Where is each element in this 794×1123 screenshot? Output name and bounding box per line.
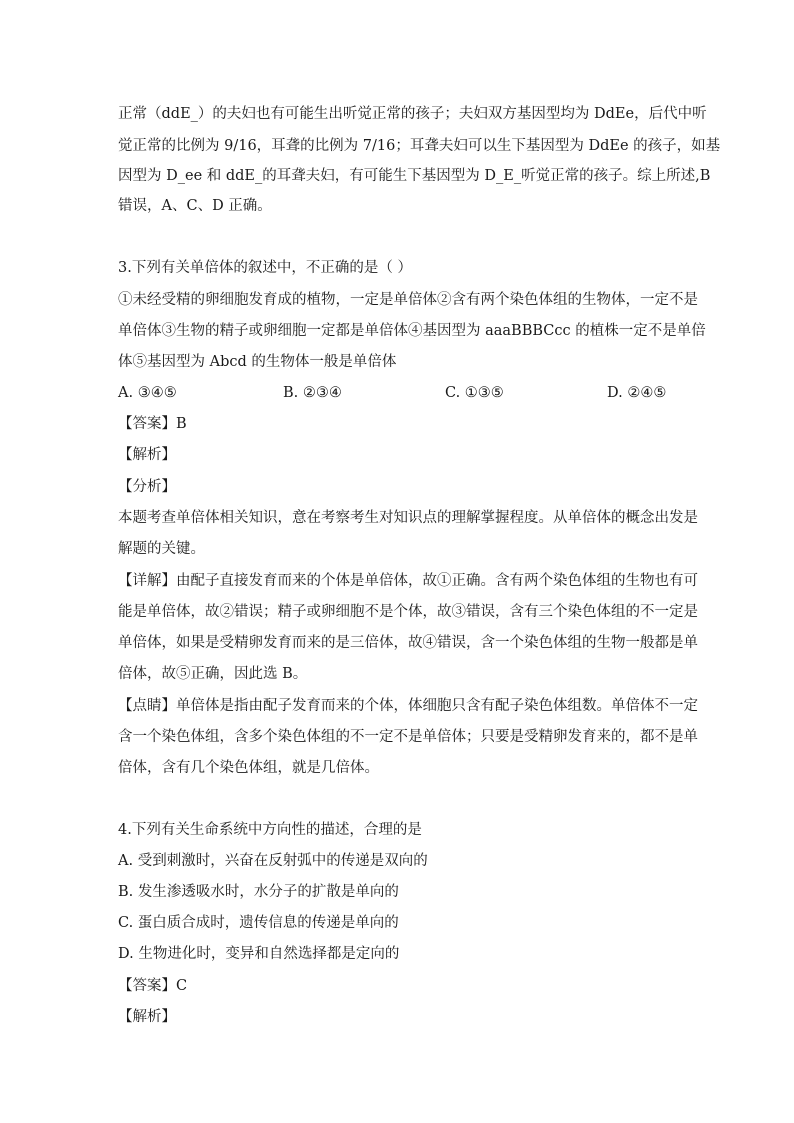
q3-comment-line-3: 倍体，含有几个染色体组，就是几倍体。 [118,760,379,776]
q4-analysis-heading: 【解析】 [118,1009,176,1025]
carryover-line-4: 错误，A、C、D 正确。 [118,198,272,214]
q3-answer: 【答案】B [118,416,187,432]
q3-option-a: A. ③④⑤ [118,385,177,401]
q3-body-line-1: ①未经受精的卵细胞发育成的植物，一定是单倍体②含有两个染色体组的生物体，一定不是 [118,292,698,308]
q4-option-b: B. 发生渗透吸水时，水分子的扩散是单向的 [118,884,399,900]
q4-answer: 【答案】C [118,978,188,994]
q3-fenxi-line-2: 解题的关键。 [118,541,205,557]
q3-body-line-3: 体⑤基因型为 Abcd 的生物体一般是单倍体 [118,354,397,370]
q4-option-c: C. 蛋白质合成时，遗传信息的传递是单向的 [118,915,399,931]
q3-option-d: D. ②④⑤ [607,385,667,401]
q3-comment-line-1: 【点睛】单倍体是指由配子发育而来的个体，体细胞只含有配子染色体组数。单倍体不一定 [118,698,698,714]
q3-fenxi-heading: 【分析】 [118,479,176,495]
q3-detail-line-2: 能是单倍体，故②错误；精子或卵细胞不是个体，故③错误，含有三个染色体组的不一定是 [118,604,698,620]
q4-stem: 4.下列有关生命系统中方向性的描述，合理的是 [118,822,422,838]
q3-analysis-heading: 【解析】 [118,447,176,463]
q3-detail-line-1: 【详解】由配子直接发育而来的个体是单倍体，故①正确。含有两个染色体组的生物也有可 [118,573,698,589]
q4-option-a: A. 受到刺激时，兴奋在反射弧中的传递是双向的 [118,853,428,869]
q4-option-d: D. 生物进化时，变异和自然选择都是定向的 [118,946,400,962]
q3-option-c: C. ①③⑤ [445,385,504,401]
carryover-line-2: 觉正常的比例为 9/16，耳聋的比例为 7/16；耳聋夫妇可以生下基因型为 DdEe 的孩子，如基 [118,138,721,154]
carryover-line-1: 正常（ddE_）的夫妇也有可能生出听觉正常的孩子；夫妇双方基因型均为 DdEe，后代中听 [118,106,707,122]
q3-option-b: B. ②③④ [283,385,342,401]
q3-detail-line-4: 倍体，故⑤正确，因此选 B。 [118,666,308,682]
q3-body-line-2: 单倍体③生物的精子或卵细胞一定都是单倍体④基因型为 aaaBBBCcc 的植株一定不是单倍 [118,323,706,339]
q3-detail-line-3: 单倍体，如果是受精卵发育而来的是三倍体，故④错误，含一个染色体组的生物一般都是单 [118,635,698,651]
q3-stem: 3.下列有关单倍体的叙述中，不正确的是（ ） [118,260,412,276]
carryover-line-3: 因型为 D_ee 和 ddE_的耳聋夫妇，有可能生下基因型为 D_E_听觉正常的孩子。综上所述,B [118,168,711,184]
q3-comment-line-2: 含一个染色体组，含多个染色体组的不一定不是单倍体；只要是受精卵发育来的，都不是单 [118,729,698,745]
q3-fenxi-line-1: 本题考查单倍体相关知识，意在考察考生对知识点的理解掌握程度。从单倍体的概念出发是 [118,510,698,526]
